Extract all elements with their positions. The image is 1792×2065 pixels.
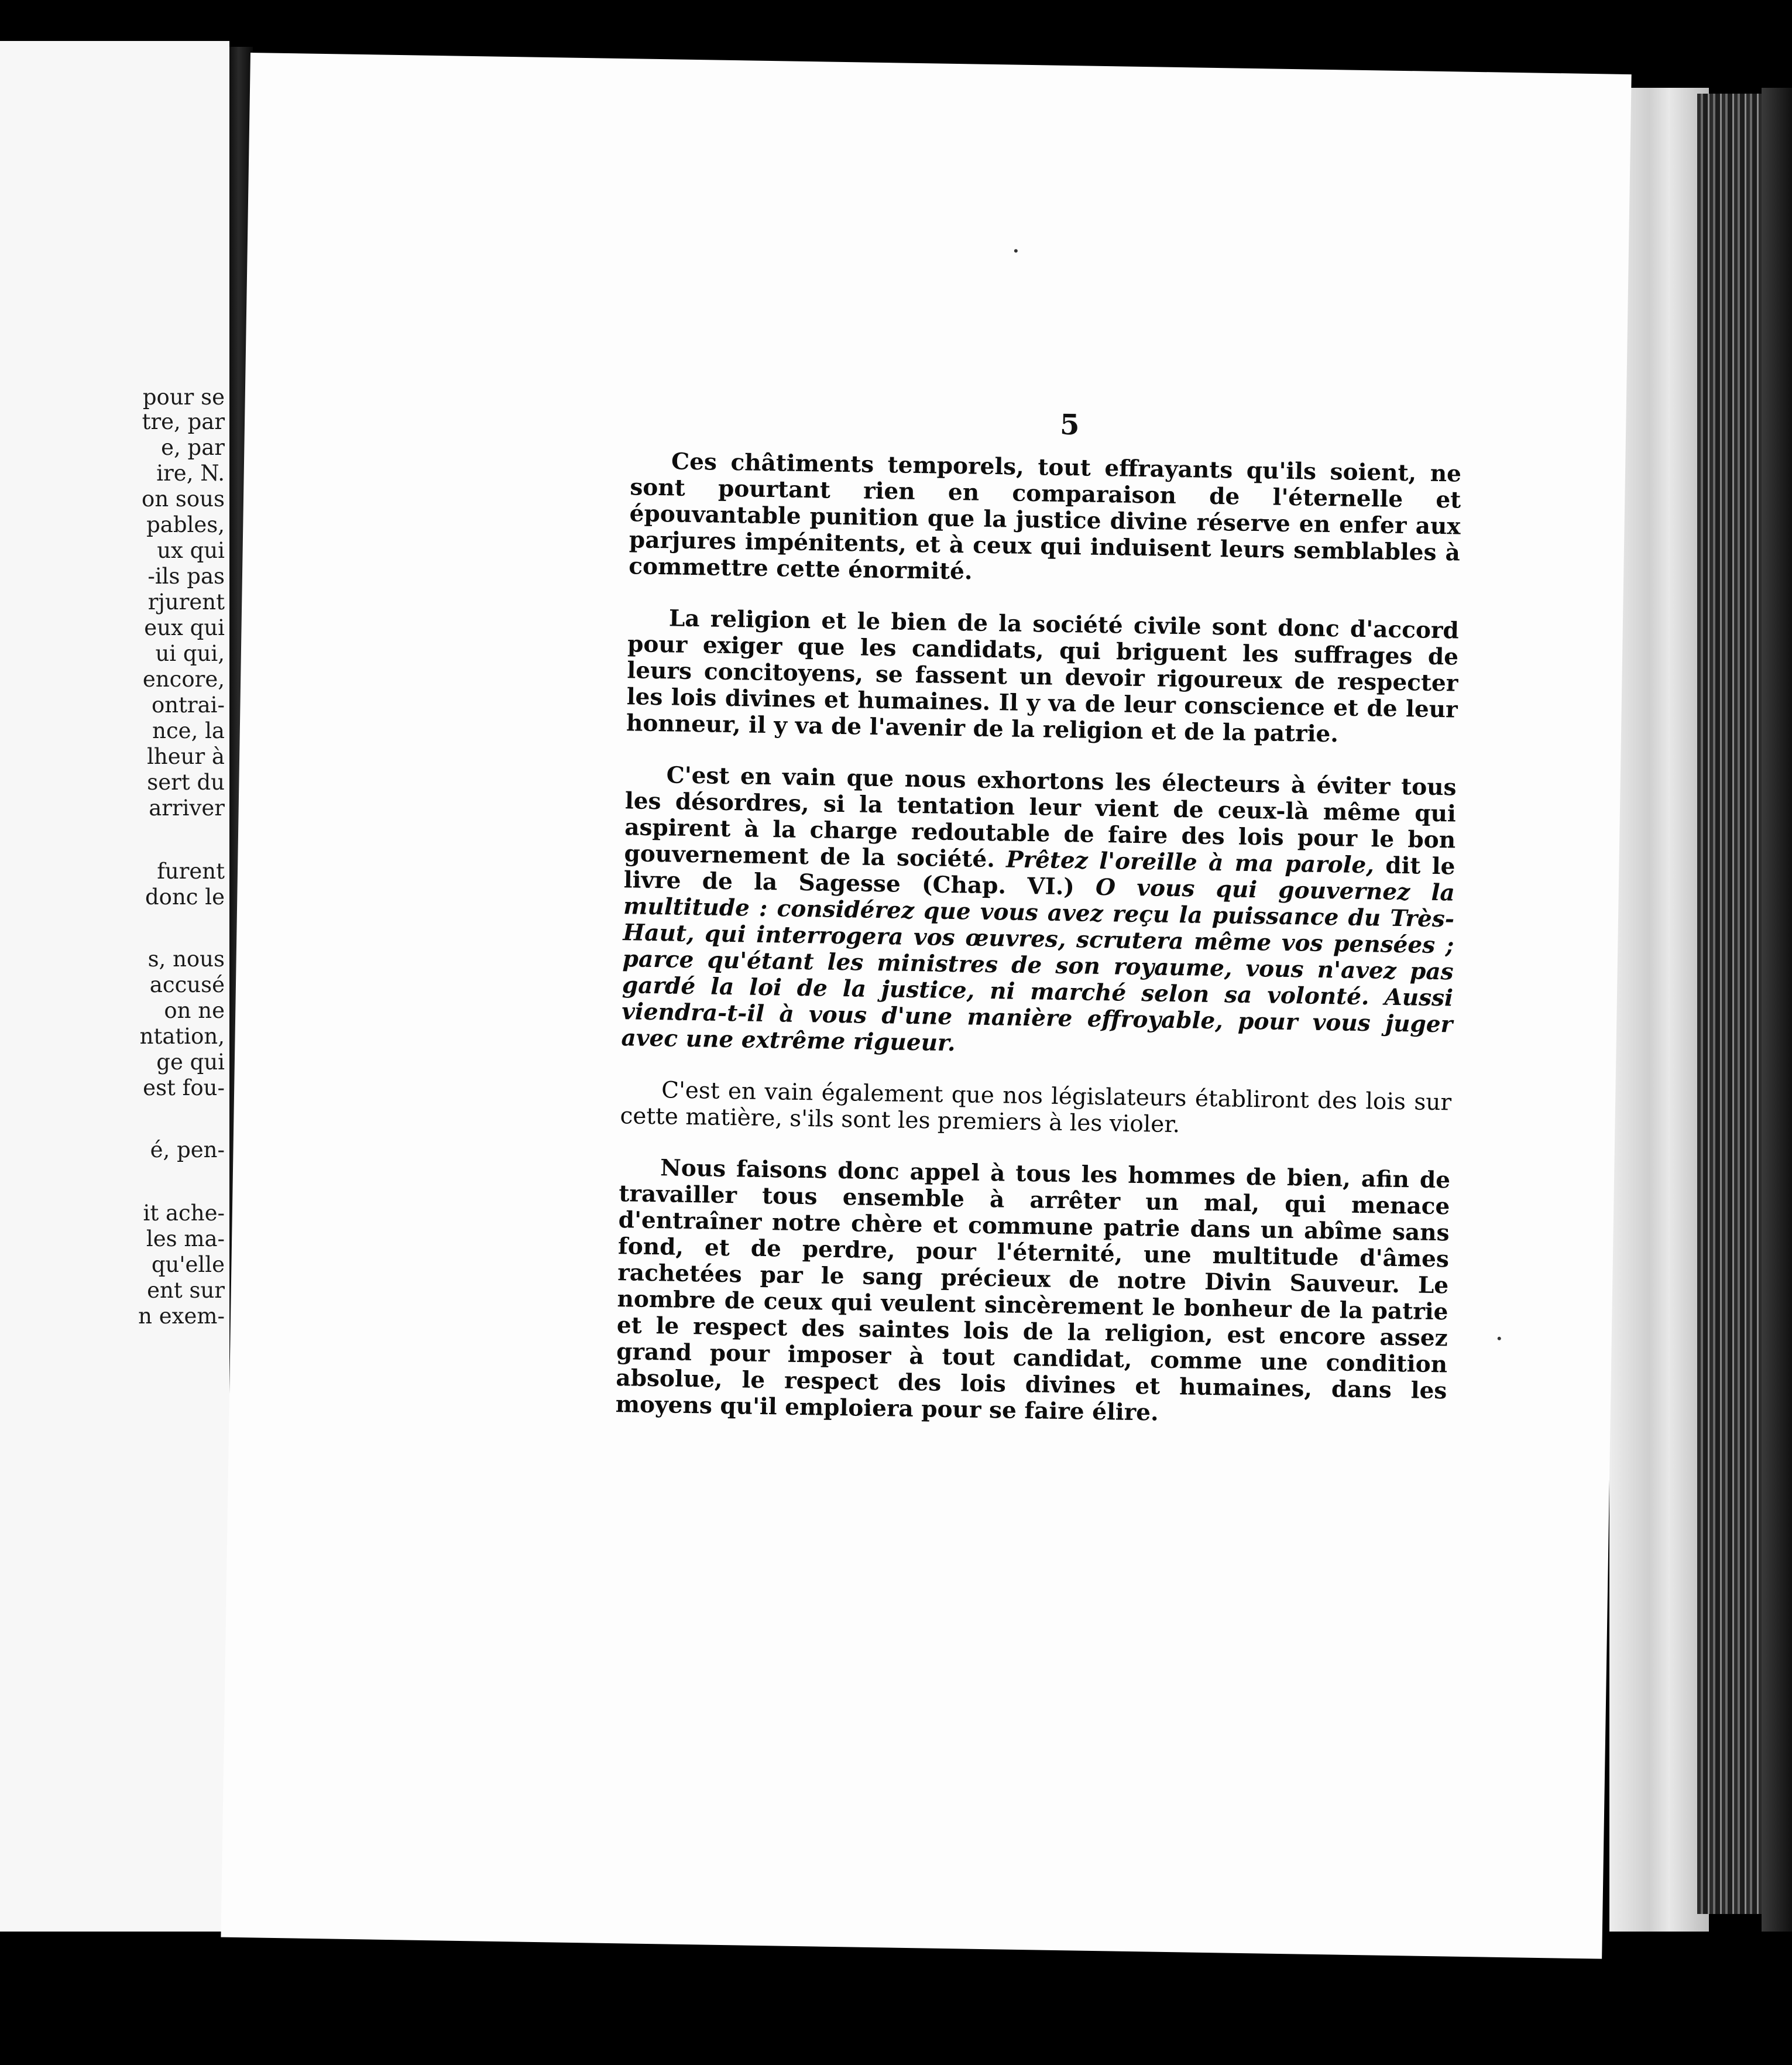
left-line-fragment: pables, [146, 512, 225, 537]
left-line-fragment: n exem- [138, 1304, 225, 1329]
left-facing-page [0, 41, 229, 1932]
paragraph-1: Ces châtiments temporels, tout effrayants qu'ils soient, ne sont pourtant rien en comparaison de l'éternelle et épouvantable punition que la justice divine réserve en enfer aux parjures impénitents, et à ceux qui induisent leurs semblables à commettre cette énormité. [628, 448, 1462, 585]
paragraph-3 [621, 761, 1457, 1064]
paragraph-3-italic-quote-2: O vous qui gouvernez la multitude : considérez que vous avez reçu la puissance du Très-Haut, qui interrogera vos œuvres, scrutera même vos pensées ; parce qu'étant les ministres de son royaume, vous n'avez pas gardé la loi de la justice, ni marché selon sa volonté. Aussi viendra-t-il à vous d'une manière effroyable, pour vous juger avec une extrême rigueur. [621, 873, 1455, 1057]
left-line-fragment: donc le [145, 884, 225, 910]
paragraph-2: La religion et le bien de la société civile sont donc d'accord pour exiger que les candidats, qui briguent les suffrages de leurs concitoyens, se fassent un devoir rigoureux de respecter les lois divines et humaines. Il y va de leur conscience et de leur honneur, il y va de l'avenir de la religion et de la patrie. [626, 605, 1460, 748]
left-line-fragment: sert du [147, 770, 225, 795]
left-line-fragment: ux qui [157, 538, 225, 563]
page-number: 5 [1059, 408, 1080, 442]
left-line-fragment: s, nous [147, 946, 225, 972]
left-line-fragment: les ma- [146, 1226, 225, 1251]
left-line-fragment: ire, N. [156, 461, 225, 486]
paper-speck [1014, 249, 1018, 253]
main-page [221, 53, 1631, 1959]
left-line-fragment: lheur à [147, 744, 225, 769]
left-line-fragment: ntation, [139, 1024, 225, 1049]
left-line-fragment: accusé [149, 972, 225, 997]
page-edges-dark [1697, 94, 1762, 1914]
left-line-fragment: pour se [142, 385, 225, 410]
left-line-fragment: e, par [161, 435, 225, 460]
left-line-fragment: est fou- [143, 1075, 225, 1100]
left-line-fragment: é, pen- [150, 1137, 225, 1162]
left-line-fragment: encore, [142, 667, 225, 692]
left-line-fragment: ontrai- [151, 692, 225, 718]
left-line-fragment: arriver [149, 795, 225, 821]
left-line-fragment: nce, la [152, 718, 225, 743]
book-cover-edge [1762, 88, 1792, 1932]
left-line-fragment: on sous [142, 486, 225, 512]
left-line-fragment: it ache- [143, 1200, 225, 1226]
paper-speck [1498, 1337, 1501, 1340]
left-line-fragment: tre, par [142, 409, 225, 434]
paragraph-3-text-before: C'est en vain que nous exhortons les électeurs à éviter tous les désordres, si la tentation leur vient de ceux-là même qui aspirent à la charge redoutable de faire des lois pour le bon gouvernement de la société. [624, 761, 1457, 873]
left-line-fragment: furent [157, 859, 225, 884]
left-line-fragment: on ne [164, 998, 225, 1023]
paragraph-3-text-middle: dit le livre de la Sagesse (Chap. VI.) [623, 852, 1455, 901]
paragraph-5: Nous faisons donc appel à tous les hommes de bien, afin de travailler tous ensemble à arrêter un mal, qui menace d'entraîner notre chère et commune patrie dans un abîme sans fond, et de perdre, pour l'éternité, une multitude d'âmes rachetées par le sang précieux de notre Divin Sauveur. Le nombre de ceux qui veulent sincèrement le bonheur de la patrie et le respect des saintes lois de la religion, est encore assez grand pour imposer à tout candidat, comme une condition absolue, le respect des lois divines et humaines, dans les moyens qu'il emploiera pour se faire élire. [615, 1154, 1451, 1426]
left-line-fragment: ui qui, [155, 641, 225, 666]
left-line-fragment: -ils pas [147, 564, 225, 589]
left-line-fragment: qu'elle [151, 1252, 225, 1277]
paragraph-4: C'est en vain également que nos législateurs établiront des lois sur cette matière, s'ils sont les premiers à les violer. [620, 1077, 1452, 1138]
left-line-fragment: rjurent [147, 589, 225, 615]
left-line-fragment: eux qui [144, 615, 225, 640]
left-line-fragment: ent sur [147, 1278, 225, 1303]
left-line-fragment: ge qui [156, 1049, 225, 1075]
body-text [615, 448, 1462, 1456]
paragraph-3-italic-quote-1: Prêtez l'oreille à ma parole, [1005, 846, 1375, 879]
